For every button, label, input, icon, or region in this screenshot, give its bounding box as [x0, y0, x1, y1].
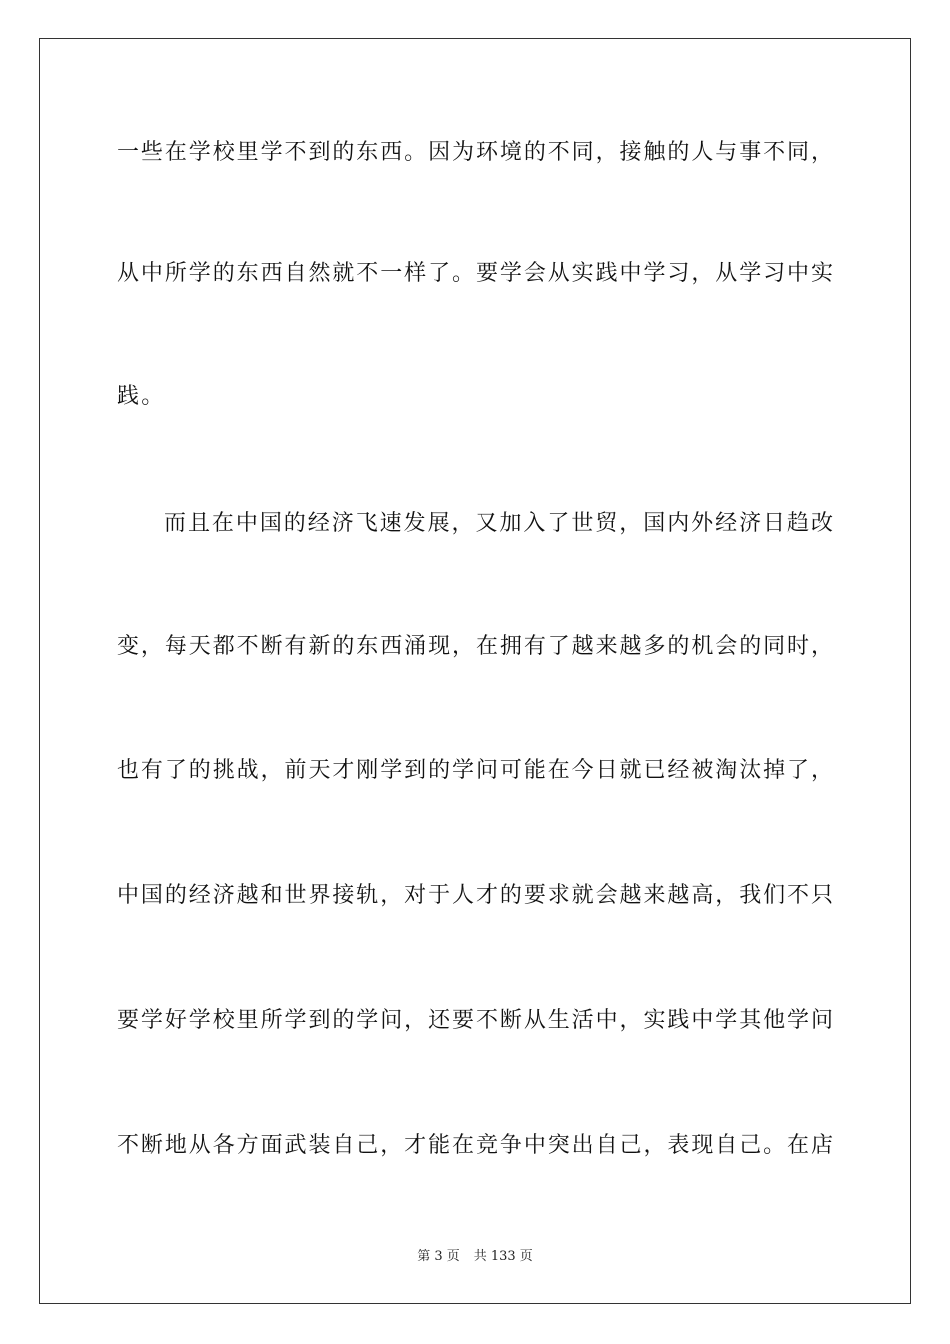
text-line: 也有了的挑战，前天才刚学到的学问可能在今日就已经被淘汰掉了，: [117, 758, 833, 783]
text-line: 从中所学的东西自然就不一样了。要学会从实践中学习，从学习中实: [117, 261, 833, 286]
text-line: 践。: [117, 384, 166, 409]
text-line: 要学好学校里所学到的学问，还要不断从生活中，实践中学其他学问: [117, 1008, 833, 1033]
page-frame: [39, 38, 911, 1304]
paragraph-start-line: 而且在中国的经济飞速发展，又加入了世贸，国内外经济日趋改: [164, 511, 833, 536]
page-total: 共 133 页: [473, 1249, 533, 1264]
text-line: 一些在学校里学不到的东西。因为环境的不同，接触的人与事不同，: [117, 140, 833, 165]
text-line: 变，每天都不断有新的东西涌现，在拥有了越来越多的机会的同时，: [117, 634, 833, 659]
page-number: 第 3 页: [417, 1249, 460, 1264]
page-footer: [0, 1248, 950, 1266]
text-line: 中国的经济越和世界接轨，对于人才的要求就会越来越高，我们不只: [117, 883, 833, 908]
text-line: 不断地从各方面武装自己，才能在竞争中突出自己，表现自己。在店: [117, 1133, 833, 1158]
